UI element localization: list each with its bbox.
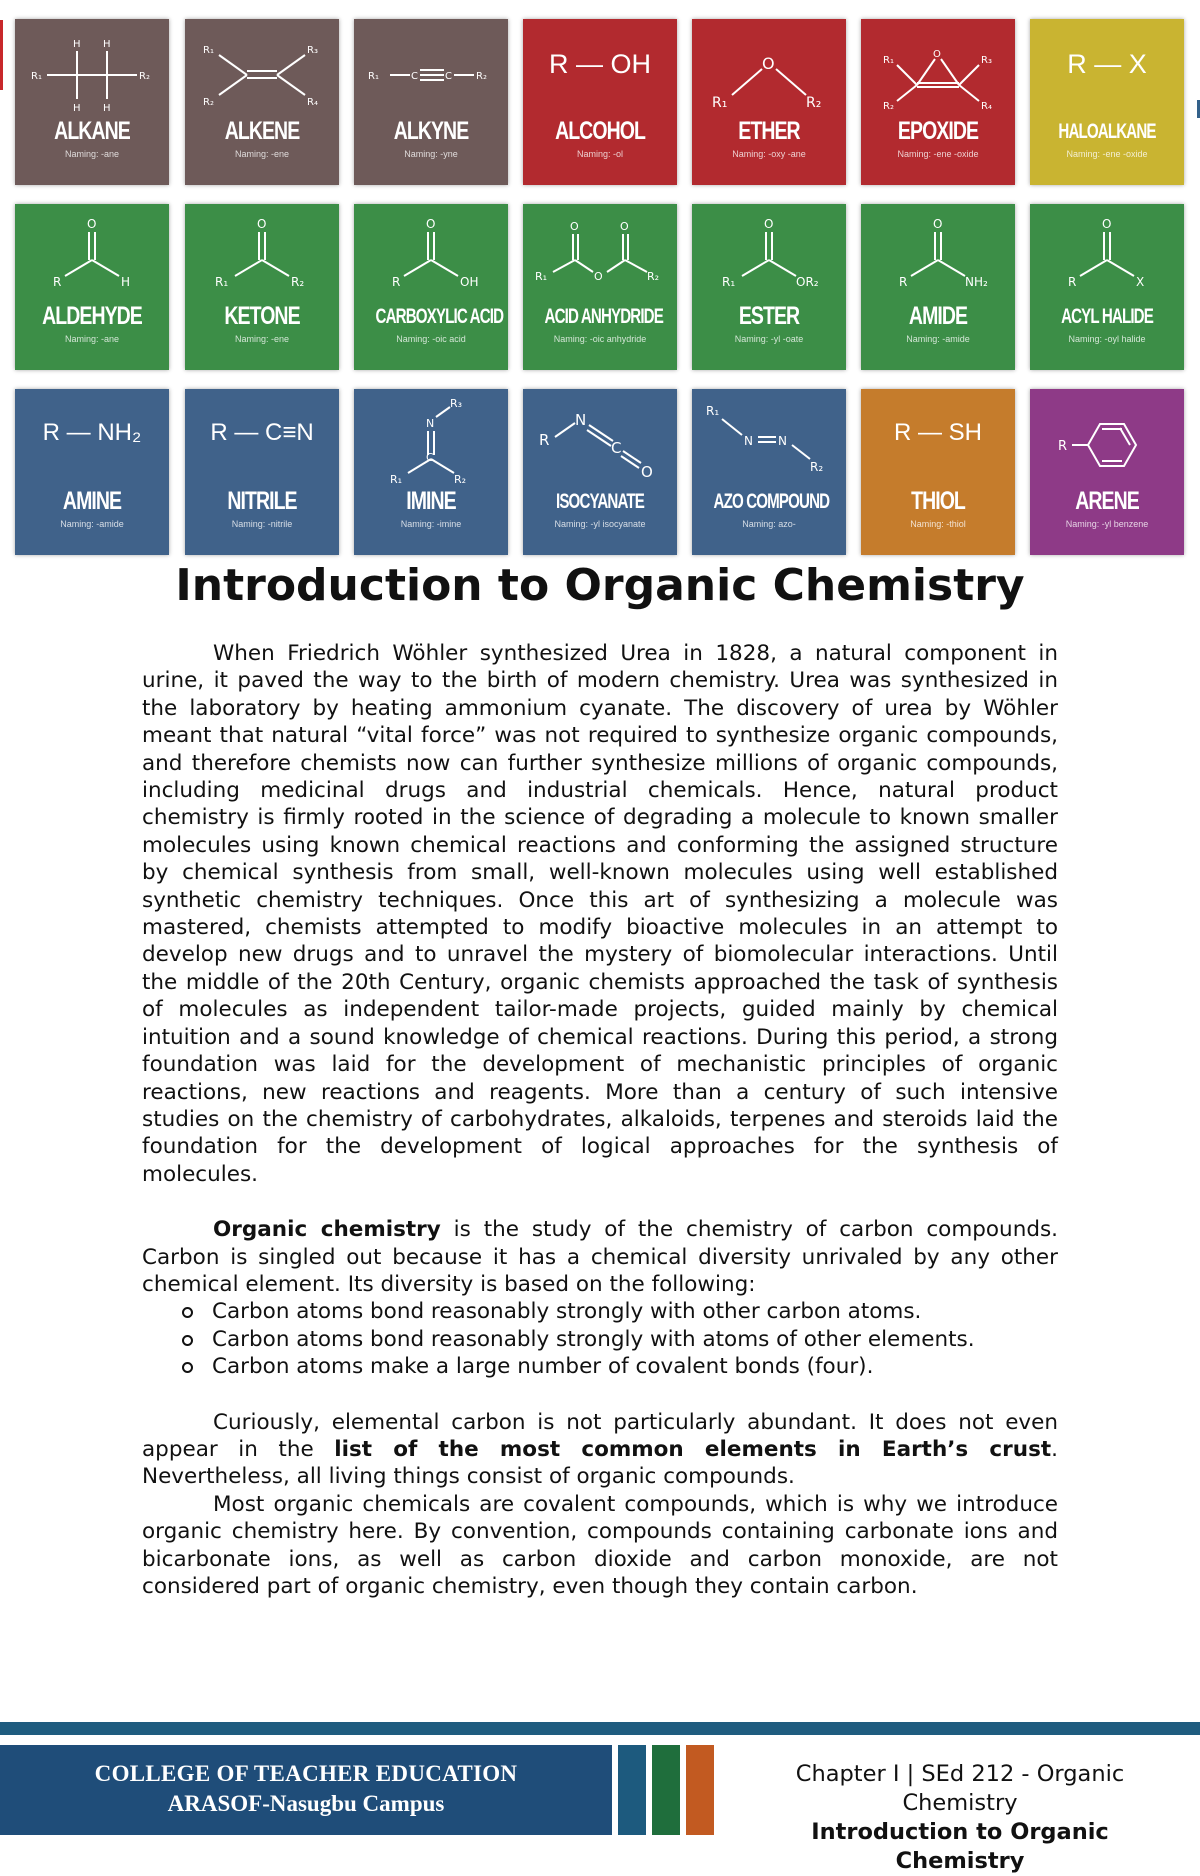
svg-text:C: C bbox=[411, 71, 418, 82]
chapter-label: Chapter I | SEd 212 - Organic Chemistry bbox=[795, 1761, 1125, 1816]
tile-naming: Naming: -oyl halide bbox=[1068, 334, 1146, 344]
list-item: Carbon atoms bond reasonably strongly with atoms of other elements. bbox=[182, 1326, 1058, 1353]
tile-azo-compound bbox=[692, 389, 846, 555]
tile-name: KETONE bbox=[224, 302, 300, 330]
epoxide-structure-icon bbox=[861, 25, 1015, 121]
tile-ester bbox=[692, 204, 846, 370]
svg-text:O: O bbox=[933, 49, 941, 60]
svg-text:C: C bbox=[445, 71, 452, 82]
paragraph-definition bbox=[142, 1216, 1058, 1298]
functional-groups-poster bbox=[0, 0, 1200, 560]
tile-name: IMINE bbox=[406, 487, 456, 515]
tile-naming: Naming: -oic anhydride bbox=[553, 334, 647, 344]
svg-text:O: O bbox=[641, 463, 653, 481]
tile-naming: Naming: -ene -oxide bbox=[1066, 149, 1148, 159]
alcohol-formula: R — OH bbox=[548, 49, 651, 79]
svg-text:O: O bbox=[620, 220, 629, 233]
tile-name: EPOXIDE bbox=[897, 117, 979, 145]
svg-text:R₄: R₄ bbox=[307, 97, 318, 108]
college-name: COLLEGE OF TEACHER EDUCATION bbox=[94, 1761, 518, 1786]
paragraph-history: When Friedrich Wöhler synthesized Urea in 1828, a natural component in urine, it paved the way to the birth of modern chemistry. Urea was synthesized in the laboratory by heating ammonium cyanate. The discovery of urea by Wöhler meant that natural “vital force” was not required to synthesize organic compounds, and therefore chemists now can further synthesize millions of organic compounds, including medicinal drugs and industrial chemicals. Hence, natural product chemistry is firmly rooted in the science of degrading a molecule to known smaller molecules using known chemical reactions and conforming the assigned structure by chemical synthesis from small, well-known molecules using well established synthetic chemistry techniques. Once this art of synthesizing a molecule was mastered, chemists attempted to modify bioactive molecules in an attempt to develop new drugs and to unravel the mystery of biomolecular interactions. Until the middle of the 20th Century, organic chemists approached the task of synthesis of molecules as independent tailor-made projects, guided mainly by chemical intuition and a sound knowledge of chemical reactions. During this period, a strong foundation was laid for the development of mechanistic principles of organic reactions, new reactions and reagents. More than a century of such intensive studies on the chemistry of carbohydrates, alkaloids, terpenes and steroids laid the foundation for the development of logical approaches for the synthesis of molecules. bbox=[142, 641, 1058, 1187]
tile-naming: Naming: -ene bbox=[234, 149, 290, 159]
tile-haloalkane bbox=[1030, 19, 1184, 185]
edge-mark bbox=[0, 20, 3, 90]
svg-text:R₂: R₂ bbox=[883, 101, 894, 112]
tile-amide bbox=[861, 204, 1015, 370]
tile-amine bbox=[15, 389, 169, 555]
tile-name: ALCOHOL bbox=[555, 117, 645, 145]
tile-naming: Naming: -amide bbox=[60, 519, 124, 529]
footer-divider bbox=[0, 1722, 1200, 1735]
svg-text:R₁: R₁ bbox=[31, 71, 42, 82]
chapter-title: Introduction to Organic Chemistry bbox=[811, 1819, 1109, 1874]
carboxylic-acid-structure-icon bbox=[354, 210, 508, 306]
arene-structure-icon bbox=[1030, 395, 1184, 491]
amide-structure-icon bbox=[861, 210, 1015, 306]
svg-text:H: H bbox=[121, 275, 131, 289]
tile-name: HALOALKANE bbox=[1058, 120, 1156, 143]
svg-text:R₂: R₂ bbox=[476, 71, 487, 82]
tile-name: ETHER bbox=[738, 117, 800, 145]
tile-name: AMIDE bbox=[908, 302, 968, 330]
tile-name: ESTER bbox=[738, 302, 800, 330]
aldehyde-structure-icon bbox=[15, 210, 169, 306]
svg-text:R: R bbox=[899, 275, 908, 289]
tile-nitrile bbox=[185, 389, 339, 555]
tile-naming: Naming: -yl isocyanate bbox=[554, 519, 646, 529]
ether-structure-icon bbox=[692, 25, 846, 121]
svg-text:R₁: R₁ bbox=[883, 55, 894, 66]
paragraph-abundance bbox=[142, 1409, 1058, 1491]
svg-text:R₂: R₂ bbox=[203, 97, 214, 108]
svg-text:R₂: R₂ bbox=[806, 95, 822, 111]
tile-naming: Naming: -ane bbox=[64, 149, 120, 159]
tile-alkene bbox=[185, 19, 339, 185]
haloalkane-formula: R — X bbox=[1067, 49, 1147, 79]
tile-name: ACYL HALIDE bbox=[1061, 305, 1153, 328]
list-item: Carbon atoms bond reasonably strongly with other carbon atoms. bbox=[182, 1298, 1058, 1325]
svg-text:R₁: R₁ bbox=[535, 270, 548, 283]
svg-text:R₄: R₄ bbox=[981, 101, 992, 112]
svg-text:N: N bbox=[744, 434, 753, 448]
tile-naming: Naming: -imine bbox=[400, 519, 462, 529]
svg-text:R: R bbox=[1058, 439, 1068, 454]
acyl-halide-structure-icon bbox=[1030, 210, 1184, 306]
svg-text:R₃: R₃ bbox=[981, 55, 992, 66]
abundance-text: Curiously, elemental carbon is not particularly abundant. It does not even appear in the bbox=[142, 1409, 1058, 1462]
paragraph-covalent: Most organic chemicals are covalent compounds, which is why we introduce organic chemistry here. By convention, compounds containing carbonate ions and bicarbonate ions, as well as carbon dioxide and carbon monoxide, are not considered part of organic chemistry, even though they contain carbon. bbox=[142, 1491, 1058, 1599]
tile-name: CARBOXYLIC ACID bbox=[375, 305, 504, 328]
svg-text:O: O bbox=[570, 220, 579, 233]
tile-naming: Naming: -ene -oxide bbox=[897, 149, 979, 159]
ketone-structure-icon bbox=[185, 210, 339, 306]
tile-imine bbox=[354, 389, 508, 555]
term-organic-chemistry: Organic chemistry bbox=[213, 1217, 441, 1243]
svg-text:H: H bbox=[103, 39, 111, 50]
chapter-info bbox=[750, 1760, 1170, 1876]
tile-aldehyde bbox=[15, 204, 169, 370]
tile-name: ALKENE bbox=[224, 117, 300, 145]
crust-elements-link[interactable]: list of the most common elements in Earth’s crust bbox=[334, 1436, 1052, 1462]
tile-naming: Naming: -yl benzene bbox=[1065, 519, 1149, 529]
svg-text:R₁: R₁ bbox=[712, 95, 728, 111]
tile-ether bbox=[692, 19, 846, 185]
alkyne-structure-icon bbox=[354, 25, 508, 121]
svg-text:N: N bbox=[778, 434, 787, 448]
tile-acid-anhydride bbox=[523, 204, 677, 370]
alkene-structure-icon bbox=[185, 25, 339, 121]
tile-name: ACID ANHYDRIDE bbox=[544, 305, 663, 328]
svg-text:H: H bbox=[73, 39, 81, 50]
svg-text:N: N bbox=[426, 417, 435, 430]
svg-text:R₃: R₃ bbox=[307, 45, 318, 56]
svg-text:R₃: R₃ bbox=[450, 397, 463, 410]
tile-name: AMINE bbox=[62, 487, 122, 515]
svg-text:R₁: R₁ bbox=[215, 275, 229, 289]
svg-text:R₁: R₁ bbox=[203, 45, 214, 56]
tile-name: ARENE bbox=[1075, 487, 1139, 515]
tile-acyl-halide bbox=[1030, 204, 1184, 370]
svg-text:R₂: R₂ bbox=[291, 275, 305, 289]
svg-text:R₂: R₂ bbox=[139, 71, 150, 82]
tile-name: ALDEHYDE bbox=[42, 302, 142, 330]
tile-arene bbox=[1030, 389, 1184, 555]
svg-text:NH₂: NH₂ bbox=[965, 275, 988, 289]
svg-text:C: C bbox=[426, 451, 434, 464]
svg-text:R: R bbox=[392, 275, 401, 289]
college-banner bbox=[0, 1745, 612, 1835]
imine-structure-icon bbox=[354, 395, 508, 491]
svg-text:R₂: R₂ bbox=[454, 473, 467, 486]
tile-name: ISOCYANATE bbox=[556, 490, 644, 513]
tile-name: NITRILE bbox=[227, 487, 297, 515]
isocyanate-structure-icon bbox=[523, 395, 677, 491]
article-body bbox=[142, 640, 1058, 1600]
tile-epoxide bbox=[861, 19, 1015, 185]
svg-text:N: N bbox=[575, 411, 587, 429]
tile-naming: Naming: -ane bbox=[64, 334, 120, 344]
tile-naming: Naming: -yl -oate bbox=[734, 334, 804, 344]
svg-text:R₂: R₂ bbox=[647, 270, 660, 283]
tile-naming: Naming: -nitrile bbox=[231, 519, 293, 529]
tile-alkane bbox=[15, 19, 169, 185]
svg-text:O: O bbox=[594, 270, 603, 283]
tile-naming: Naming: -yne bbox=[404, 149, 458, 159]
svg-text:R: R bbox=[1068, 275, 1077, 289]
svg-text:OH: OH bbox=[460, 275, 479, 289]
tile-naming: Naming: -oic acid bbox=[396, 334, 466, 344]
amine-formula: R — NH₂ bbox=[42, 419, 142, 446]
page-title: Introduction to Organic Chemistry bbox=[175, 560, 1025, 611]
accent-bar-blue bbox=[618, 1745, 646, 1835]
tile-name: ALKANE bbox=[54, 117, 130, 145]
svg-text:R₁: R₁ bbox=[368, 71, 379, 82]
svg-text:R₂: R₂ bbox=[810, 460, 824, 474]
svg-text:O: O bbox=[764, 217, 774, 231]
svg-text:O: O bbox=[1102, 217, 1112, 231]
accent-bar-green bbox=[652, 1745, 680, 1835]
alkane-structure-icon bbox=[15, 25, 169, 121]
ester-structure-icon bbox=[692, 210, 846, 306]
list-item: Carbon atoms make a large number of covalent bonds (four). bbox=[182, 1353, 1058, 1380]
tile-alcohol bbox=[523, 19, 677, 185]
svg-text:H: H bbox=[73, 103, 81, 114]
tile-alkyne bbox=[354, 19, 508, 185]
definition-text: is the study of the chemistry of carbon compounds. Carbon is singled out because it has a chemical diversity unrivaled by any other chemical element. Its diversity is based on the following: bbox=[142, 1217, 1058, 1297]
tile-name: THIOL bbox=[911, 487, 965, 515]
svg-text:R₁: R₁ bbox=[706, 404, 720, 418]
svg-text:OR₂: OR₂ bbox=[796, 275, 819, 289]
svg-text:R: R bbox=[53, 275, 62, 289]
svg-text:O: O bbox=[257, 217, 267, 231]
svg-text:R₁: R₁ bbox=[390, 473, 403, 486]
tile-thiol bbox=[861, 389, 1015, 555]
tile-name: ALKYNE bbox=[393, 117, 469, 145]
tile-name: AZO COMPOUND bbox=[713, 490, 830, 513]
svg-text:O: O bbox=[933, 217, 943, 231]
nitrile-formula: R — C≡N bbox=[210, 419, 314, 446]
tile-naming: Naming: -amide bbox=[906, 334, 970, 344]
tile-naming: Naming: -thiol bbox=[910, 519, 966, 529]
svg-text:C: C bbox=[611, 439, 622, 457]
tile-carboxylic-acid bbox=[354, 204, 508, 370]
svg-text:H: H bbox=[103, 103, 111, 114]
accent-bar-orange bbox=[686, 1745, 714, 1835]
abundance-text-end: . Nevertheless, all living things consist of organic compounds. bbox=[142, 1436, 1058, 1490]
campus-name: ARASOF-Nasugbu Campus bbox=[167, 1791, 445, 1816]
azo-compound-structure-icon bbox=[692, 395, 846, 491]
svg-text:X: X bbox=[1136, 275, 1145, 289]
tile-ketone bbox=[185, 204, 339, 370]
acid-anhydride-structure-icon bbox=[523, 210, 677, 306]
svg-text:O: O bbox=[762, 54, 775, 73]
tile-isocyanate bbox=[523, 389, 677, 555]
diversity-list bbox=[142, 1298, 1058, 1380]
tile-naming: Naming: -oxy -ane bbox=[732, 149, 806, 159]
tile-naming: Naming: -ol bbox=[576, 149, 623, 159]
svg-text:O: O bbox=[87, 217, 97, 231]
svg-text:R₁: R₁ bbox=[722, 275, 736, 289]
svg-text:O: O bbox=[426, 217, 436, 231]
svg-text:R: R bbox=[539, 431, 550, 449]
thiol-formula: R — SH bbox=[893, 419, 982, 446]
tile-naming: Naming: azo- bbox=[742, 519, 796, 529]
tile-naming: Naming: -ene bbox=[234, 334, 290, 344]
